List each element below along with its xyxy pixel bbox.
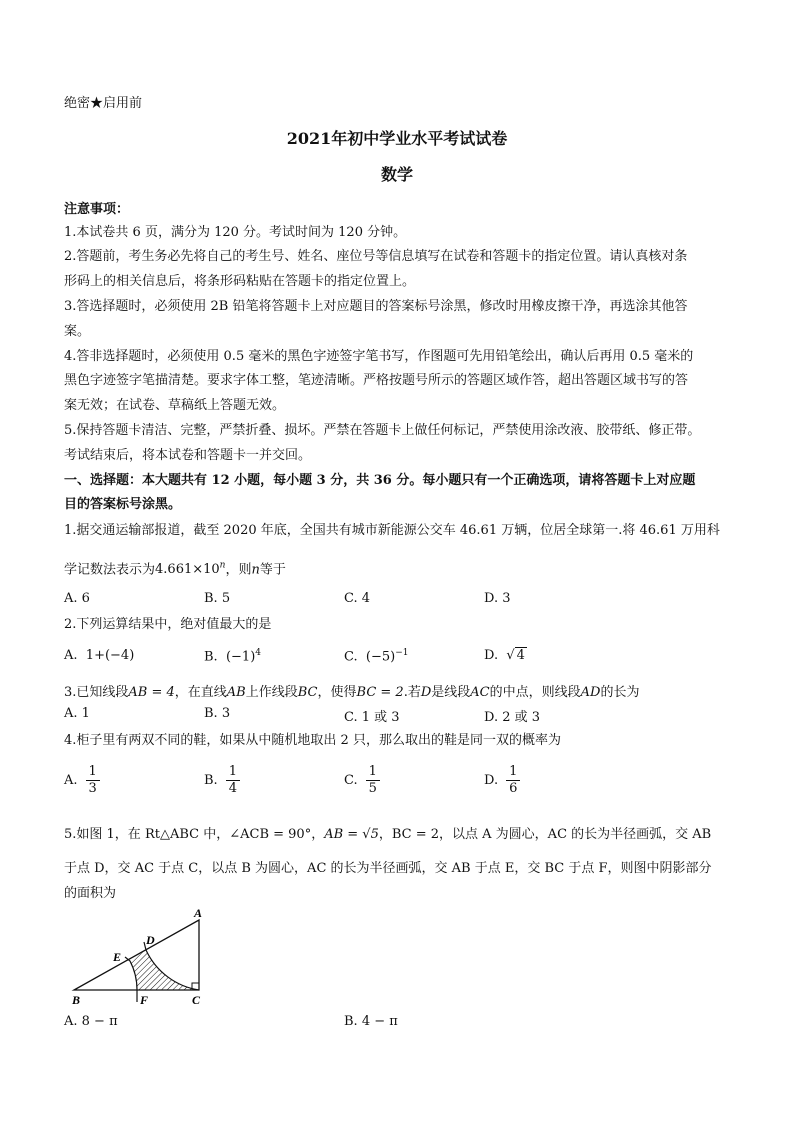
q1-text: ，则 xyxy=(225,562,252,578)
q5-options xyxy=(64,1014,734,1038)
q2-c-exp: −1 xyxy=(395,648,409,658)
label-a: A xyxy=(194,906,203,920)
q4-option-d[interactable] xyxy=(484,764,520,797)
label-e: E xyxy=(113,950,122,964)
shaded-region xyxy=(130,950,199,990)
subject-title: 数学 xyxy=(380,165,413,184)
q3-math: AC xyxy=(470,685,490,700)
fraction xyxy=(366,764,380,797)
q4-b-label: B. xyxy=(204,773,218,788)
q1-expr-base: 4.661×10 xyxy=(155,562,220,578)
q2-option-d[interactable] xyxy=(484,648,527,663)
numerator: 1 xyxy=(226,764,240,781)
q4-d-label: D. xyxy=(484,773,499,788)
q1-stem-line2 xyxy=(64,555,734,581)
q2-option-c[interactable] xyxy=(344,648,408,664)
q1-stem-line1: 1.据交通运输部报道，截至 2020 年底，全国共有城市新能源公交车 46.61 万辆，位居全球第一.将 46.61 万用科 xyxy=(64,523,720,538)
q1-expression xyxy=(155,562,225,577)
q1-options xyxy=(64,591,734,615)
label-d: D xyxy=(146,933,155,947)
notice-line: 考试结束后，将本试卷和答题卡一并交回。 xyxy=(64,448,312,463)
q3-math: AD xyxy=(580,685,601,700)
q1-option-a[interactable]: A. 6 xyxy=(64,591,90,606)
q5-figure xyxy=(64,906,224,1006)
q3-options xyxy=(64,706,734,730)
q2-a-label: A. xyxy=(64,648,78,663)
denominator: 6 xyxy=(509,781,518,796)
notice-line: 3.答选择题时，必须使用 2B 铅笔将答题卡上对应题目的答案标号涂黑，修改时用橡皮擦干净，再选涂其他答 xyxy=(64,299,688,314)
q5-option-b[interactable]: B. 4 − π xyxy=(344,1014,398,1029)
q3-text: 上作线段 xyxy=(245,685,298,700)
q4-c-label: C. xyxy=(344,773,358,788)
q1-option-b[interactable]: B. 5 xyxy=(204,591,231,606)
q2-a-expr: 1+(−4) xyxy=(85,648,135,663)
q2-d-label: D. xyxy=(484,648,499,663)
q2-c-label: C. xyxy=(344,649,358,665)
notice-line: 1.本试卷共 6 页，满分为 120 分。考试时间为 120 分钟。 xyxy=(64,225,407,240)
notice-line: 案。 xyxy=(64,324,91,339)
label-b: B xyxy=(72,993,81,1006)
denominator: 3 xyxy=(88,781,97,796)
section-heading-cont: 目的答案标号涂黑。 xyxy=(64,497,182,512)
notice-line: 2.答题前，考生务必先将自己的考生号、姓名、座位号等信息填写在试卷和答题卡的指定位置。请认真核对条 xyxy=(64,249,688,264)
notice-line: 案无效；在试卷、草稿纸上答题无效。 xyxy=(64,398,286,413)
q5-stem-line1 xyxy=(64,824,734,846)
fraction xyxy=(86,764,100,797)
q2-option-b[interactable] xyxy=(204,648,261,664)
q3-stem xyxy=(64,682,734,704)
q3-option-b[interactable]: B. 3 xyxy=(204,706,231,721)
q4-option-b[interactable] xyxy=(204,764,240,797)
q3-math: BC xyxy=(297,685,318,700)
q4-stem: 4.柜子里有两双不同的鞋，如果从中随机地取出 2 只，那么取出的鞋是同一双的概率为 xyxy=(64,733,561,748)
q1-option-d[interactable]: D. 3 xyxy=(484,591,511,606)
denominator: 5 xyxy=(368,781,377,796)
notice-heading: 注意事项： xyxy=(64,202,130,217)
q3-math: D xyxy=(420,685,432,700)
q5-math: AB = √5 xyxy=(324,827,379,842)
q4-option-a[interactable] xyxy=(64,764,100,797)
q4-options xyxy=(64,764,734,804)
exam-title: 2021年初中学业水平考试试卷 xyxy=(286,129,508,148)
q1-expr-exp: n xyxy=(219,561,226,571)
q2-d-sqrt xyxy=(506,648,527,663)
q3-math: AB xyxy=(226,685,246,700)
q4-a-label: A. xyxy=(64,773,78,788)
label-f: F xyxy=(140,993,149,1006)
q3-text: ，使得 xyxy=(317,685,357,700)
q2-d-radicand: 4 xyxy=(516,648,525,663)
q3-text: 3.已知线段 xyxy=(64,685,129,700)
q1-text: 学记数法表示为 xyxy=(64,562,156,578)
fraction xyxy=(506,764,520,797)
q2-options xyxy=(64,648,734,672)
q2-stem: 2.下列运算结果中，绝对值最大的是 xyxy=(64,617,272,632)
q1-text: 等于 xyxy=(259,562,286,578)
q2-b-label: B. xyxy=(204,649,218,665)
q5-stem-line2: 于点 D，交 AC 于点 C，以点 B 为圆心，AC 的长为半径画弧，交 AB 于点 E，交 BC 于点 F，则图中阴影部分 xyxy=(64,861,712,876)
notice-line: 4.答非选择题时，必须使用 0.5 毫米的黑色字迹签字笔书写，作图题可先用铅笔绘出，确认后再用 0.5 毫米的 xyxy=(64,349,694,364)
q1-option-c[interactable]: C. 4 xyxy=(344,591,371,606)
numerator: 1 xyxy=(366,764,380,781)
notice-line: 5.保持答题卡清洁、完整，严禁折叠、损坏。严禁在答题卡上做任何标记，严禁使用涂改液、胶带纸、修正带。 xyxy=(64,423,701,438)
q1-var: n xyxy=(251,562,260,578)
secret-label: 绝密★启用前 xyxy=(64,96,143,111)
q3-text: .若 xyxy=(403,685,421,700)
notice-line: 形码上的相关信息后，将条形码粘贴在答题卡的指定位置上。 xyxy=(64,274,416,289)
q5-option-a[interactable]: A. 8 − π xyxy=(64,1014,118,1029)
q2-option-a[interactable] xyxy=(64,648,134,663)
sqrt-sign: √ xyxy=(506,648,515,663)
fraction xyxy=(226,764,240,797)
section-heading: 一、选择题：本大题共有 12 小题，每小题 3 分，共 36 分。每小题只有一个正确选项，请将答题卡上对应题 xyxy=(64,473,696,488)
q3-math: AB = 4 xyxy=(128,685,175,700)
q3-option-d[interactable]: D. 2 或 3 xyxy=(484,710,541,725)
q3-text: ，在直线 xyxy=(174,685,227,700)
q4-option-c[interactable] xyxy=(344,764,380,797)
q3-option-a[interactable]: A. 1 xyxy=(64,706,90,721)
numerator: 1 xyxy=(506,764,520,781)
q5-text: ，BC = 2，以点 A 为圆心，AC 的长为半径画弧，交 AB xyxy=(378,827,712,842)
label-c: C xyxy=(192,993,201,1006)
q3-text: 的中点，则线段 xyxy=(489,685,581,700)
q3-option-c[interactable]: C. 1 或 3 xyxy=(344,710,400,725)
notice-line: 黑色字迹签字笔描清楚。要求字体工整，笔迹清晰。严格按题号所示的答题区域作答，超出答题区域书写的答 xyxy=(64,373,689,388)
q5-stem-line3: 的面积为 xyxy=(64,886,117,901)
q2-b-base: (−1) xyxy=(225,649,256,665)
q3-text: 的长为 xyxy=(600,685,640,700)
q5-text: 5.如图 1，在 Rt△ABC 中，∠ACB = 90°， xyxy=(64,827,325,842)
q2-b-exp: 4 xyxy=(255,648,261,658)
denominator: 4 xyxy=(228,781,237,796)
numerator: 1 xyxy=(86,764,100,781)
q3-text: 是线段 xyxy=(431,685,471,700)
q2-c-base: (−5) xyxy=(365,649,396,665)
q3-math: BC = 2 xyxy=(356,685,404,700)
